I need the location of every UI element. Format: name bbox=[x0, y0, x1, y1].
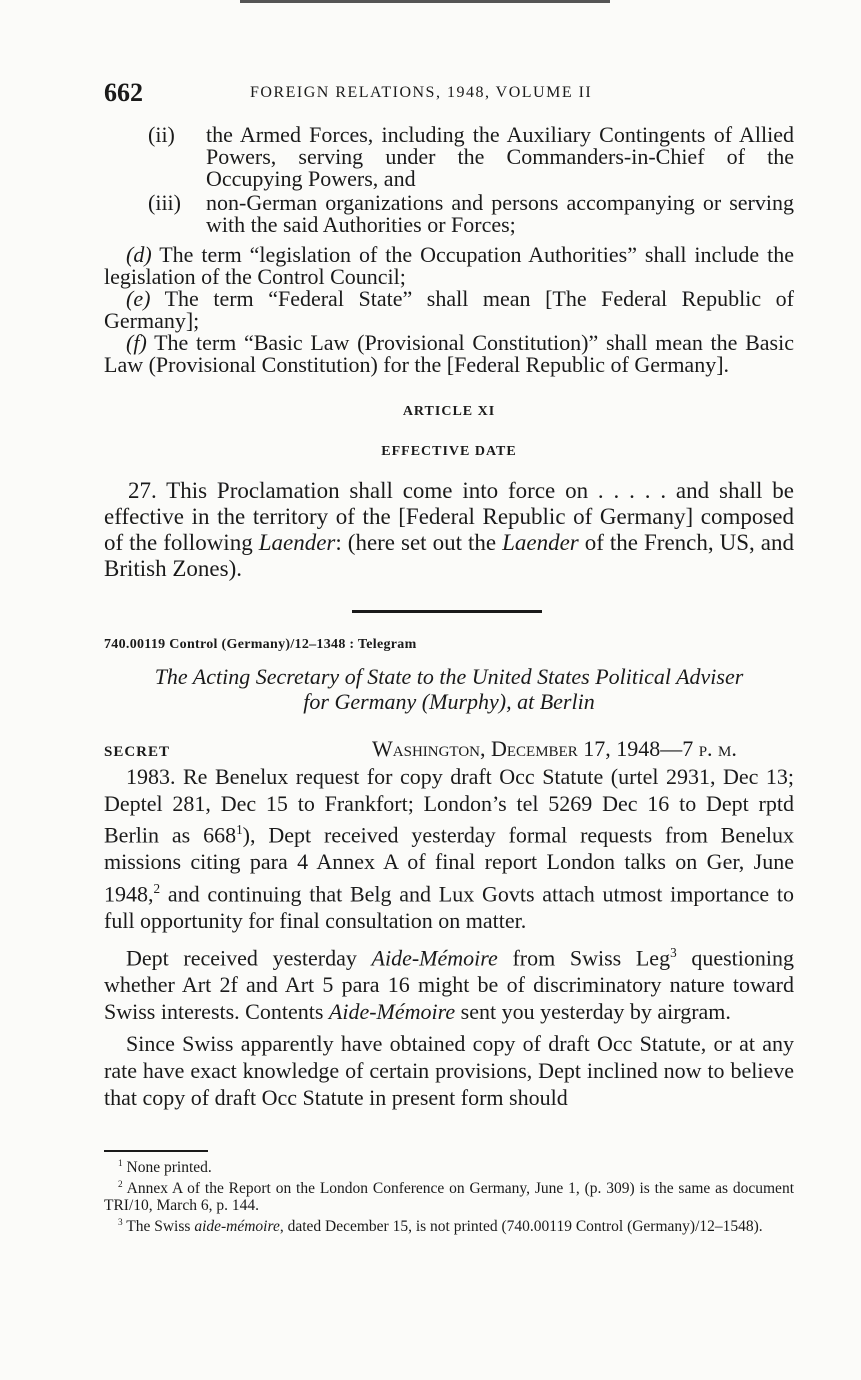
classification: SECRET bbox=[104, 744, 171, 760]
list-item-number: (iii) bbox=[148, 190, 181, 215]
document-title bbox=[104, 664, 794, 714]
definition-d: (d) The term “legislation of the Occupation Authorities” shall include the legislation of the Control Council; bbox=[104, 242, 794, 289]
definitions bbox=[104, 244, 794, 376]
enumerated-list bbox=[104, 124, 794, 238]
article-subheading: EFFECTIVE DATE bbox=[381, 444, 517, 459]
list-item-text: the Armed Forces, including the Auxiliary Contingents of Allied Powers, serving under the Commanders-in-Chief of the Occupying Powers, and bbox=[206, 122, 794, 191]
scan-edge-mark bbox=[240, 0, 610, 3]
page-number: 662 bbox=[104, 78, 143, 107]
body-paragraph: 1983. Re Benelux request for copy draft Occ Statute (urtel 2931, Dec 13; Deptel 281, Dec 15 to Frankfort; London’s tel 5269 Dec 16 to Dept rptd Berlin as $668^1$), Dept received yesterday formal requests from Benelux missions citing para 4 Annex A of final report London talks on Ger, June 1948,$^2$ and continuing that Belg and Lux Govts attach utmost importance to full opportunity for final consultation on matter. bbox=[104, 764, 794, 933]
footnotes bbox=[104, 1156, 794, 1235]
section-divider bbox=[352, 610, 542, 613]
footnote: $^2$ Annex A of the Report on the London Conference on Germany, June 1, (p. 309) is the same as document TRI/10, March 6, p. 144. bbox=[104, 1179, 794, 1215]
body-paragraph: Dept received yesterday Aide-Mémoire from Swiss Leg$^3$ questioning whether Art 2f and Art 5 para 16 might be of discriminatory nature toward Swiss interests. Contents Aide-Mémoire sent you yesterday by airgram. bbox=[104, 945, 794, 1024]
title-line: The Acting Secretary of State to the United States Political Adviser bbox=[154, 664, 744, 689]
footnote-rule bbox=[104, 1150, 208, 1152]
page-header bbox=[104, 78, 794, 112]
footnote: $^3$ The Swiss aide-mémoire, dated December 15, is not printed (740.00119 Control (Germany)/12–1548). bbox=[118, 1217, 763, 1235]
list-item-text: non-German organizations and persons accompanying or serving with the said Authorities or Forces; bbox=[206, 190, 794, 237]
list-item bbox=[104, 192, 794, 236]
list-item-number: (ii) bbox=[148, 122, 175, 147]
list-item bbox=[104, 124, 794, 190]
definition-f: (f) The term “Basic Law (Provisional Constitution)” shall mean the Basic Law (Provisional Constitution) for the [Federal Republic of Germany]. bbox=[104, 330, 794, 377]
title-line: for Germany (Murphy), at Berlin bbox=[303, 689, 595, 714]
dateline: Washington, December 17, 1948—7 p. m. bbox=[372, 736, 737, 761]
article-heading: ARTICLE XI bbox=[402, 404, 496, 419]
running-title: FOREIGN RELATIONS, 1948, VOLUME II bbox=[250, 84, 593, 101]
body-paragraph: Since Swiss apparently have obtained copy of draft Occ Statute, or at any rate have exact knowledge of certain provisions, Dept inclined now to believe that copy of draft Occ Statute in present form should bbox=[104, 1031, 794, 1110]
article-paragraph: 27. This Proclamation shall come into force on . . . . . and shall be effective in the territory of the [Federal Republic of Germany] composed of the following Laender: (here set out the Laender of the French, US, and British Zones). bbox=[104, 478, 794, 581]
telegram-body bbox=[104, 764, 794, 1117]
footnote: $^1$ None printed. bbox=[118, 1159, 212, 1177]
file-number: 740.00119 Control (Germany)/12–1348 : Telegram bbox=[104, 637, 417, 652]
definition-e: (e) The term “Federal State” shall mean [The Federal Republic of Germany]; bbox=[104, 286, 794, 333]
